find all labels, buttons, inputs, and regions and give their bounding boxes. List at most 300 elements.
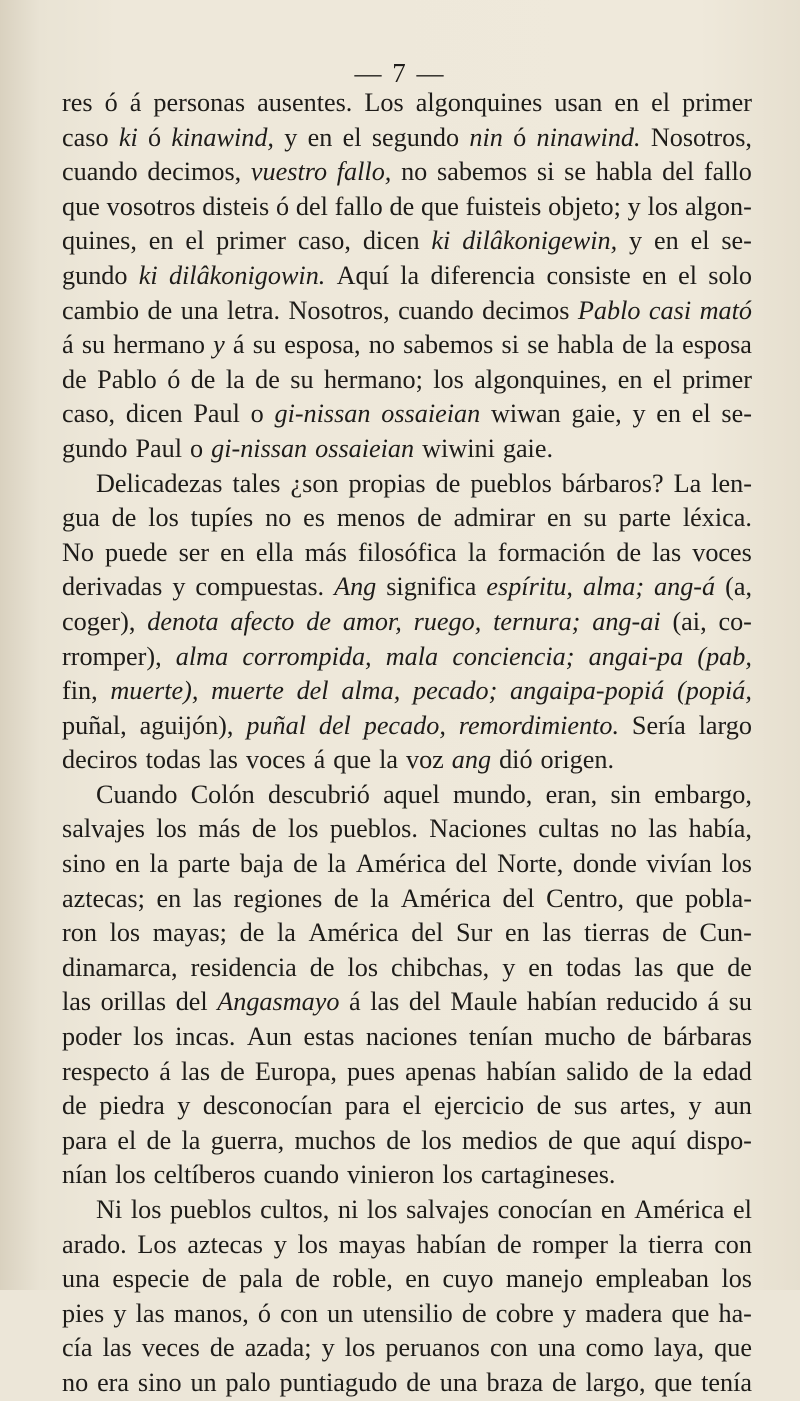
word: Nosotros,: [650, 122, 752, 152]
word: y: [688, 1091, 702, 1121]
word: muerte: [211, 676, 284, 706]
word: si: [501, 330, 519, 360]
word: madera: [585, 1298, 663, 1328]
word: en: [614, 88, 640, 117]
text-line: [62, 432, 752, 467]
word: mayas;: [152, 918, 227, 948]
text-line: [62, 985, 752, 1020]
text-line: [62, 328, 752, 363]
word: aguijón),: [139, 710, 234, 740]
word: (popiá,: [677, 676, 752, 706]
word: que: [676, 952, 715, 982]
word: en: [405, 1264, 431, 1294]
word: el: [651, 88, 671, 117]
word: de: [62, 1091, 87, 1121]
word: cuando: [263, 1160, 340, 1190]
word: espíritu,: [486, 572, 573, 602]
word: desconocían: [202, 1091, 333, 1121]
word: los: [344, 1333, 376, 1363]
word: medios: [462, 1125, 538, 1155]
text-line: [62, 1262, 752, 1297]
text-line: [62, 397, 752, 432]
word: Delicadezas: [96, 468, 223, 498]
word: (a,: [725, 572, 752, 602]
text-line: [62, 847, 752, 882]
word: ternura;: [493, 606, 581, 636]
word: las: [648, 814, 678, 844]
word: de: [417, 503, 442, 533]
word: muerte),: [110, 676, 199, 706]
word: y: [502, 952, 516, 982]
word: de: [727, 952, 752, 982]
word: disteis: [202, 191, 270, 221]
word: de: [622, 330, 647, 360]
word: que: [421, 191, 459, 221]
word: que: [582, 1125, 621, 1155]
word: No: [62, 537, 95, 567]
word: que: [671, 1298, 710, 1328]
word: alma;: [582, 572, 645, 602]
word: del: [662, 157, 695, 187]
word: de: [386, 1125, 411, 1155]
word: mundo,: [453, 779, 533, 809]
word: su: [728, 987, 752, 1017]
word: América: [634, 1195, 725, 1224]
word: dilâkonigewin,: [462, 226, 618, 256]
text-line: [62, 570, 752, 605]
word: especie: [112, 1264, 190, 1294]
word: la: [327, 849, 347, 879]
text-line: [62, 363, 752, 398]
word: denota: [147, 606, 219, 636]
word: salvajes: [62, 814, 145, 844]
word: pala: [239, 1264, 283, 1294]
word: los: [297, 1229, 329, 1259]
word: o: [190, 433, 204, 463]
word: la: [655, 330, 674, 360]
word: de: [201, 1264, 227, 1294]
word: algonquines,: [474, 364, 608, 394]
word: no: [368, 330, 395, 360]
word: donde: [572, 849, 637, 879]
word: muchos: [294, 1125, 376, 1155]
word: Ang: [334, 572, 377, 602]
word: esposa: [682, 330, 752, 360]
word: cuando: [398, 295, 474, 325]
word: pobla-: [685, 883, 752, 913]
text-line: [62, 812, 752, 847]
word: regiones: [233, 883, 323, 913]
word: Ni: [96, 1195, 123, 1224]
word: todas: [145, 745, 201, 775]
word: habla: [557, 330, 614, 360]
word: con: [280, 1298, 318, 1328]
word: en: [546, 503, 572, 533]
word: sino: [137, 1367, 182, 1397]
word: aquel: [383, 779, 440, 809]
word: de: [662, 918, 687, 948]
word: dilâkonigowin.: [168, 260, 326, 290]
word: descubrió: [268, 779, 370, 809]
word: del: [408, 987, 441, 1017]
word: compuestas.: [195, 572, 325, 602]
text-line: [62, 467, 752, 502]
word: sino: [62, 849, 106, 879]
word: América: [308, 918, 399, 948]
word: á: [159, 1056, 171, 1086]
word: las: [370, 987, 400, 1017]
word: baja: [239, 849, 284, 879]
word: orillas: [100, 987, 167, 1017]
word: América: [355, 849, 446, 879]
text-line: [62, 640, 752, 675]
word: personas: [153, 88, 246, 117]
word: cuando: [62, 157, 138, 187]
word: el: [691, 399, 711, 429]
word: á: [62, 330, 74, 360]
word: formación: [497, 537, 606, 567]
word: todas: [566, 952, 622, 982]
word: vinieron: [347, 1160, 435, 1190]
word: un: [190, 1367, 217, 1397]
word: caso,: [62, 399, 116, 429]
word: habían: [416, 1229, 487, 1259]
word: el: [678, 260, 697, 290]
word: (ai,: [672, 606, 707, 636]
word: de: [496, 1229, 522, 1259]
word: naciones: [365, 1022, 458, 1052]
word: de: [239, 918, 265, 948]
word: cuyo: [442, 1264, 494, 1294]
word: de: [309, 952, 335, 982]
word: cartagineses.: [480, 1160, 616, 1190]
word: tupíes: [190, 503, 254, 533]
word: se-: [721, 226, 752, 256]
word: de: [333, 883, 359, 913]
word: salido: [566, 1056, 629, 1086]
word: su: [290, 364, 314, 394]
word: de: [638, 1056, 664, 1086]
word: más: [198, 814, 241, 844]
word: esposa,: [284, 330, 361, 360]
word: había,: [688, 814, 752, 844]
word: se: [527, 330, 550, 360]
word: de: [190, 364, 216, 394]
word: cultas: [538, 814, 600, 844]
word: admirar: [453, 503, 536, 533]
text-line: [62, 1331, 752, 1366]
word: (pab,: [697, 641, 752, 671]
text-line: [62, 121, 752, 156]
word: la: [673, 1056, 693, 1086]
word: de: [536, 1091, 562, 1121]
word: edad: [702, 1056, 752, 1086]
word: y: [563, 1298, 577, 1328]
text-line: [62, 224, 752, 259]
word: y: [172, 572, 186, 602]
word: ang: [451, 745, 492, 775]
word: de: [295, 1264, 320, 1294]
word: parte: [177, 849, 231, 879]
word: que: [635, 883, 674, 913]
text-line: [62, 536, 752, 571]
word: las: [208, 745, 238, 775]
word: de: [306, 606, 331, 636]
word: voz: [405, 745, 444, 775]
word: los: [287, 814, 319, 844]
word: habían: [486, 1056, 557, 1086]
word: ausentes.: [257, 88, 353, 117]
word: Los: [137, 1229, 177, 1259]
word: las: [135, 1298, 165, 1328]
word: ki: [138, 260, 158, 290]
word: pies: [62, 1298, 105, 1328]
word: Cuando: [96, 779, 178, 809]
word: veces: [141, 1333, 200, 1363]
word: vuestro: [250, 157, 328, 187]
word: los: [148, 503, 179, 533]
word: respecto: [62, 1056, 150, 1086]
word: largo,: [585, 1367, 646, 1397]
word: para: [344, 1091, 390, 1121]
word: Angasmayo: [217, 987, 340, 1017]
word: ser: [178, 537, 210, 567]
word: los: [115, 1160, 146, 1190]
word: dinamarca,: [62, 952, 178, 982]
word: se: [564, 157, 586, 187]
word: para: [62, 1125, 108, 1155]
word: ninawind.: [536, 122, 641, 152]
word: los: [366, 1195, 398, 1224]
word: angaipa-popiá: [510, 676, 665, 706]
text-line: [62, 709, 752, 744]
word: una: [537, 1333, 576, 1363]
word: ni: [337, 1195, 359, 1224]
word: o: [250, 399, 264, 429]
word: primer: [682, 364, 752, 394]
word: y: [177, 1091, 191, 1121]
word: Paul: [193, 399, 240, 429]
word: y: [213, 330, 225, 360]
word: el: [402, 1091, 422, 1121]
word: no: [610, 814, 637, 844]
word: era: [97, 1367, 130, 1397]
word: en: [307, 122, 333, 152]
word: alma: [175, 641, 229, 671]
word: fallo,: [336, 157, 392, 187]
word: ron: [62, 918, 97, 948]
word: nían: [62, 1160, 108, 1190]
word: habla: [595, 157, 653, 187]
word: letra.: [226, 295, 281, 325]
word: poder: [62, 1022, 122, 1052]
text-line: [62, 294, 752, 329]
word: res: [62, 88, 93, 117]
text-line: [62, 1089, 752, 1124]
word: que: [62, 191, 100, 221]
word: laya,: [653, 1333, 705, 1363]
word: gi-nissan: [211, 433, 308, 463]
word: kinawind,: [171, 122, 274, 152]
word: en: [148, 226, 174, 256]
word: fin,: [62, 676, 98, 706]
word: nin: [469, 122, 503, 152]
word: angai-pa: [588, 641, 684, 671]
word: Pablo: [97, 364, 157, 394]
word: solo: [708, 260, 752, 290]
word: las: [192, 883, 222, 913]
word: las: [634, 952, 664, 982]
word: origen.: [540, 745, 614, 775]
word: Paul: [135, 433, 183, 463]
word: vivían: [646, 849, 712, 879]
word: puede: [105, 537, 168, 567]
word: Aquí: [336, 260, 389, 290]
word: la: [618, 1229, 638, 1259]
word: algonquines: [415, 88, 543, 117]
text-line: [62, 778, 752, 813]
word: decimos: [482, 295, 570, 325]
word: el: [732, 1195, 752, 1224]
word: de: [251, 814, 277, 844]
word: conocían: [497, 1195, 593, 1224]
word: ang-á: [654, 572, 716, 602]
word: primer: [216, 226, 286, 256]
word: guerra,: [210, 1125, 285, 1155]
text-line: [62, 259, 752, 294]
word: reducido: [606, 987, 698, 1017]
word: cía: [62, 1333, 93, 1363]
word: gundo: [62, 260, 128, 290]
word: del: [175, 987, 208, 1017]
word: los: [109, 918, 141, 948]
word: puñal: [246, 710, 306, 740]
word: una: [62, 1264, 100, 1294]
word: á: [349, 987, 361, 1017]
word: pecado;: [412, 676, 498, 706]
word: á: [313, 745, 326, 775]
word: pueblos.: [329, 814, 418, 844]
word: manejo: [505, 1264, 584, 1294]
word: de: [616, 537, 642, 567]
word: dicen: [125, 399, 183, 429]
word: las: [542, 918, 572, 948]
word: no: [401, 157, 428, 187]
word: no: [265, 503, 292, 533]
word: que: [714, 1333, 752, 1363]
word: con: [714, 1229, 752, 1259]
word: los: [347, 952, 379, 982]
word: remordimiento.: [458, 710, 620, 740]
word: de: [547, 1125, 573, 1155]
word: mató: [699, 295, 752, 325]
word: cambio: [62, 295, 140, 325]
text-line: [62, 1020, 752, 1055]
word: sus: [573, 1091, 608, 1121]
word: ¿son: [290, 468, 339, 498]
word: las: [62, 987, 92, 1017]
word: una: [180, 295, 219, 325]
word: del: [318, 710, 351, 740]
word: Maule: [450, 987, 518, 1017]
word: gundo: [62, 433, 128, 463]
word: Los: [364, 88, 404, 117]
word: pecado,: [363, 710, 446, 740]
word: propias: [348, 468, 426, 498]
word: en: [600, 1195, 626, 1224]
text-line: [62, 1228, 752, 1263]
word: ha-: [718, 1298, 752, 1328]
word: ó: [167, 364, 181, 394]
word: una: [439, 1367, 478, 1397]
text-line: [62, 674, 752, 709]
word: filosófica: [357, 537, 457, 567]
word: y: [629, 226, 643, 256]
word: derivadas: [62, 572, 163, 602]
word: aztecas: [187, 1229, 263, 1259]
word: á: [232, 330, 245, 360]
word: objeto;: [548, 191, 621, 221]
word: decimos,: [147, 157, 242, 187]
word: hermano: [113, 330, 205, 360]
word: tierra: [648, 1229, 704, 1259]
word: gaie.: [502, 433, 554, 463]
word: voces: [246, 745, 306, 775]
word: ó: [148, 122, 162, 152]
word: aztecas;: [62, 883, 145, 913]
word: ella: [255, 537, 294, 567]
word: chibchas,: [391, 952, 490, 982]
word: se-: [721, 399, 752, 429]
word: Norte,: [497, 849, 564, 879]
word: la: [149, 849, 169, 879]
word: de: [146, 1125, 172, 1155]
word: ejercicio: [433, 1091, 525, 1121]
word: ki: [431, 226, 451, 256]
word: Colón: [190, 779, 255, 809]
text-line: [62, 190, 752, 225]
word: palo: [225, 1367, 271, 1397]
word: su: [252, 330, 277, 360]
word: las: [102, 1333, 132, 1363]
word: y: [321, 1333, 335, 1363]
word: los: [442, 1160, 473, 1190]
word: ó: [275, 191, 290, 221]
word: Pablo: [577, 295, 641, 325]
word: algon-: [684, 191, 752, 221]
word: Nosotros,: [288, 295, 390, 325]
word: amor,: [342, 606, 402, 636]
word: wiwan: [490, 399, 561, 429]
word: la: [181, 1125, 201, 1155]
word: tenían: [468, 1022, 533, 1052]
word: parte: [618, 503, 672, 533]
word: y: [627, 191, 641, 221]
text-line: [62, 882, 752, 917]
word: ki: [118, 122, 138, 152]
text-line: [62, 916, 752, 951]
word: ossaieian: [315, 433, 415, 463]
word: el: [185, 226, 205, 256]
word: consiste: [546, 260, 631, 290]
word: el: [690, 226, 710, 256]
word: la: [467, 537, 487, 567]
word: ossaieian: [381, 399, 481, 429]
word: su: [583, 503, 607, 533]
word: la: [276, 918, 296, 948]
word: mucho: [544, 1022, 616, 1052]
word: conciencia;: [452, 641, 575, 671]
